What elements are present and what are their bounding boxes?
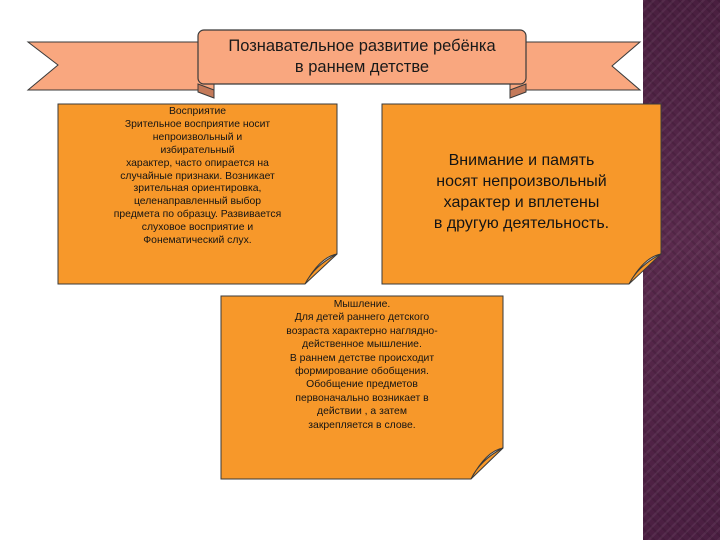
- text-line: слуховое восприятие и: [141, 222, 254, 234]
- text-line: Мышление.: [333, 299, 391, 310]
- text-line: действии , а затем: [317, 406, 407, 418]
- ribbon-left-tail: [28, 42, 214, 90]
- text-line: Восприятие: [168, 106, 227, 117]
- diagram-title: [198, 31, 526, 83]
- text-line: Для детей раннего детского: [294, 312, 430, 324]
- text-line: Фонематический слух.: [143, 235, 252, 247]
- title-line: в раннем детстве: [294, 58, 430, 76]
- text-line: характер, часто опирается на: [126, 157, 269, 169]
- text-line: действенное мышление.: [302, 339, 422, 351]
- text-line: Внимание и память: [448, 152, 595, 169]
- text-line: случайные признаки. Возникает: [120, 170, 275, 182]
- perception-note: [58, 104, 337, 284]
- text-line: непроизвольный и: [152, 131, 243, 143]
- thinking-note: [221, 296, 503, 479]
- text-line: в другую деятельность.: [433, 215, 610, 232]
- text-line: возраста характерно наглядно-: [286, 325, 438, 337]
- thinking-text: [221, 298, 503, 432]
- text-line: В раннем детстве происходит: [289, 352, 435, 364]
- text-line: целенаправленный выбор: [133, 196, 262, 208]
- ribbon-right-tail: [510, 42, 640, 90]
- text-line: характер и вплетены: [443, 194, 600, 211]
- attention-memory-note: [382, 104, 661, 284]
- text-line: формирование обобщения.: [295, 366, 429, 378]
- text-line: Зрительное восприятие носит: [124, 118, 271, 130]
- text-line: первоначально возникает в: [295, 392, 429, 404]
- text-line: предмета по образцу. Развивается: [113, 209, 282, 221]
- text-line: закрепляется в слове.: [308, 419, 416, 431]
- text-line: Обобщение предметов: [306, 379, 418, 391]
- attention-memory-text: [382, 104, 661, 284]
- perception-text: [58, 106, 337, 248]
- title-line: Познавательное развитие ребёнка: [228, 37, 496, 55]
- text-line: зрительная ориентировка,: [133, 183, 262, 195]
- text-line: избирательный: [160, 144, 235, 156]
- text-line: носят непроизвольный: [436, 173, 607, 190]
